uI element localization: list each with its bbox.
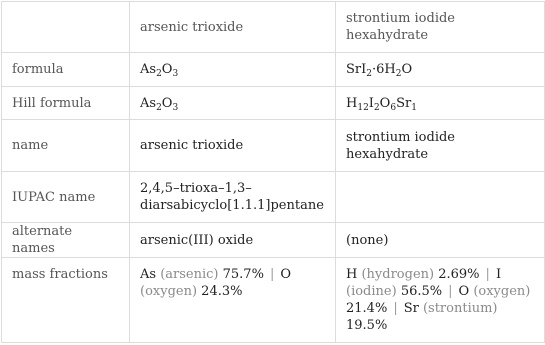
element-symbol: As (140, 267, 161, 282)
element-symbol: I (495, 267, 502, 282)
element-percent: 21.4% (346, 301, 388, 316)
element-percent: 75.7% (222, 267, 264, 282)
element-symbol: O (458, 284, 474, 299)
formula-subscript: 6 (390, 102, 397, 113)
mass-fractions-row (2, 258, 545, 343)
element-name: (oxygen) (140, 284, 202, 299)
element-name: (hydrogen) (361, 267, 439, 282)
element-name: (arsenic) (160, 267, 223, 282)
header-blank (2, 2, 130, 53)
formula-text: ·6H (372, 62, 396, 77)
element-name: (oxygen) (473, 284, 531, 299)
hill-formula-c2 (336, 87, 545, 120)
hill-formula-row (2, 87, 545, 120)
fraction-separator: | (269, 267, 275, 282)
formula-text: O (379, 95, 391, 111)
formula-text: As (140, 62, 157, 77)
formula-text: H (346, 95, 358, 111)
mass-fractions-c1 (130, 258, 336, 343)
element-percent: 19.5% (346, 318, 388, 333)
formula-subscript: 2 (373, 102, 380, 113)
alternate-names-c2: (none) (336, 223, 545, 258)
header-arsenic-trioxide: arsenic trioxide (130, 2, 336, 53)
iupac-c2 (336, 172, 545, 223)
formula-c2 (336, 53, 545, 87)
header-strontium-iodide-hexahydrate: strontium iodide hexahydrate (336, 2, 545, 53)
alternate-names-label: alternate names (2, 223, 130, 258)
name-c2: strontium iodide hexahydrate (336, 120, 545, 172)
formula-text: SrI (346, 62, 367, 77)
formula-subscript: 2 (366, 69, 372, 79)
formula-text: As (140, 95, 157, 111)
formula-text: O (161, 95, 173, 111)
formula-c1 (130, 53, 336, 87)
formula-subscript: 1 (411, 102, 417, 113)
element-name: (iodine) (346, 284, 401, 299)
formula-subscript: 3 (172, 69, 179, 79)
properties-table (1, 1, 545, 343)
iupac-label: IUPAC name (2, 172, 130, 223)
formula-text: I (368, 95, 374, 111)
element-name: (strontium) (422, 301, 498, 316)
formula-subscript: 2 (156, 69, 162, 79)
mass-fractions-label: mass fractions (2, 258, 130, 343)
iupac-c1: 2,4,5–trioxa–1,3–diarsabicyclo[1.1.1]pentane (130, 172, 336, 223)
formula-label: formula (2, 53, 130, 87)
formula-text: O (161, 62, 173, 77)
mass-fraction-item (140, 267, 264, 282)
name-row (2, 120, 545, 172)
element-symbol: H (346, 267, 362, 282)
formula-text: Sr (396, 95, 412, 111)
hill-formula-label: Hill formula (2, 87, 130, 120)
element-percent: 24.3% (201, 284, 243, 299)
formula-subscript: 3 (172, 102, 179, 113)
iupac-row (2, 172, 545, 223)
hill-formula-c1 (130, 87, 336, 120)
element-symbol: Sr (403, 301, 423, 316)
alternate-names-row (2, 223, 545, 258)
element-percent: 2.69% (438, 267, 480, 282)
mass-fractions-c2 (336, 258, 545, 343)
alternate-names-c1: arsenic(III) oxide (130, 223, 336, 258)
formula-row (2, 53, 545, 87)
formula-subscript: 12 (357, 102, 369, 113)
formula-subscript: 2 (156, 102, 162, 113)
mass-fraction-item (346, 267, 480, 282)
fraction-separator: | (485, 267, 490, 282)
formula-subscript: 2 (395, 69, 402, 79)
header-row (2, 2, 545, 53)
fraction-separator: | (393, 301, 398, 316)
name-label: name (2, 120, 130, 172)
element-percent: 56.5% (400, 284, 443, 299)
formula-text: O (401, 62, 413, 77)
name-c1: arsenic trioxide (130, 120, 336, 172)
fraction-separator: | (448, 284, 453, 299)
element-symbol: O (280, 267, 291, 282)
